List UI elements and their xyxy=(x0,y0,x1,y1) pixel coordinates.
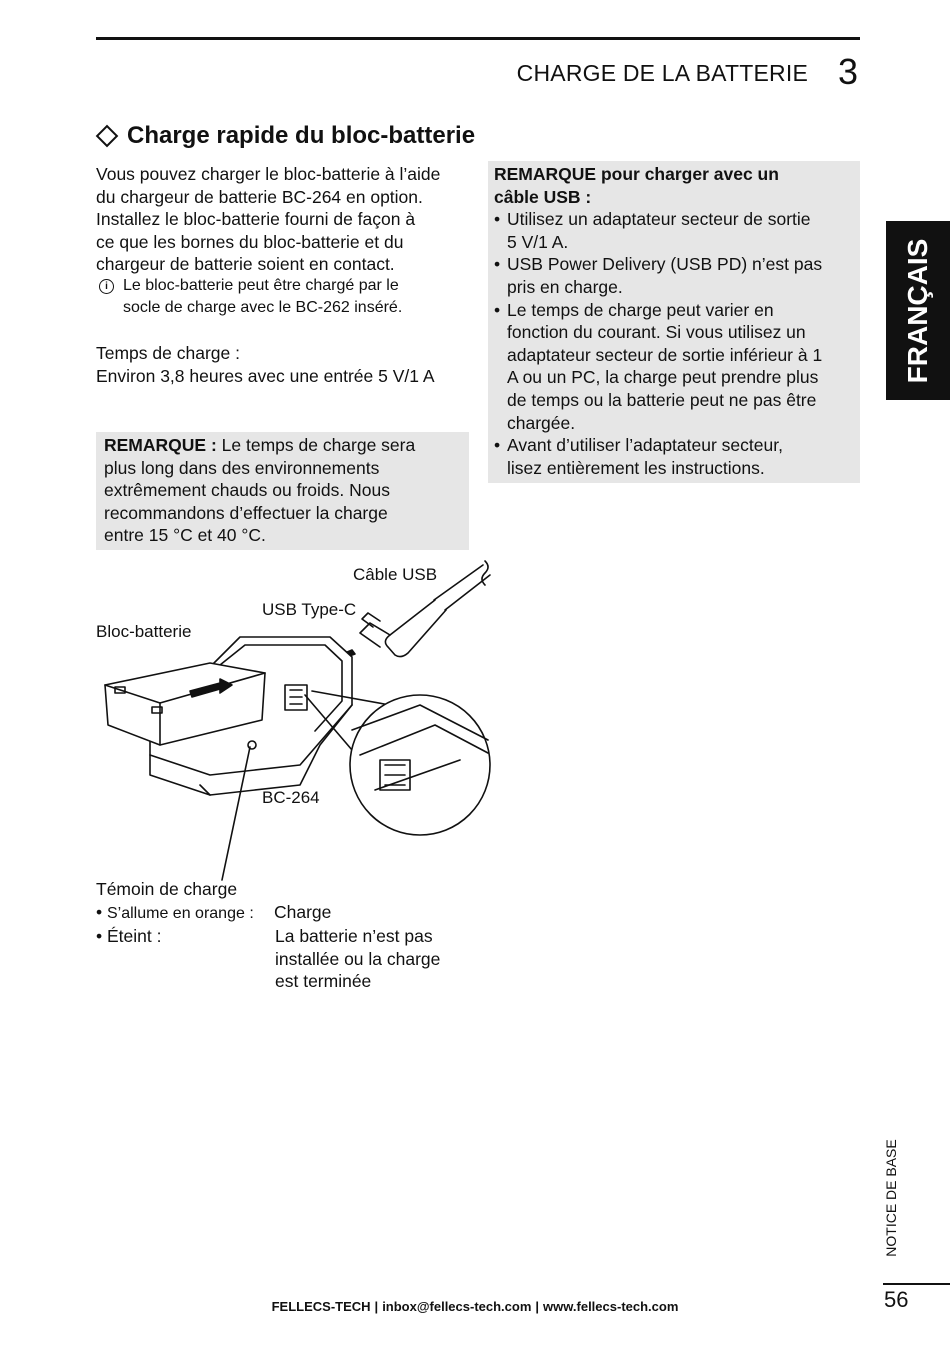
note-line: extrêmement chauds ou froids. Nous xyxy=(104,480,390,501)
label-charger-model: BC-264 xyxy=(262,788,320,807)
legend-row: • S’allume en orange : Charge xyxy=(96,901,496,926)
legend-row: • Éteint : La batterie n’est pas installée ou la charge est terminée xyxy=(96,926,441,992)
bullet-line: adaptateur secteur de sortie inférieur à 1 xyxy=(507,344,823,365)
charge-time-value: Environ 3,8 heures avec une entrée 5 V/1 A xyxy=(96,365,435,386)
note-line: plus long dans des environnements xyxy=(104,457,380,478)
footer-separator: | xyxy=(535,1299,540,1314)
note-line: entre 15 °C et 40 °C. xyxy=(104,525,266,546)
intro-line: chargeur de batterie soient en contact. xyxy=(96,254,395,275)
bullet-line: Utilisez un adaptateur secteur de sortie xyxy=(507,209,811,230)
bullet-line: lisez entièrement les instructions. xyxy=(507,457,765,478)
section-title-text: Charge rapide du bloc-batterie xyxy=(127,122,476,149)
intro-paragraph xyxy=(96,163,481,276)
header-rule xyxy=(96,37,860,40)
manual-section-label xyxy=(868,1130,914,1266)
intro-line: Vous pouvez charger le bloc-batterie à l’aide xyxy=(96,164,441,184)
intro-line: ce que les bornes du bloc-batterie et du xyxy=(96,231,404,252)
label-usb-typec: USB Type-C xyxy=(262,600,357,619)
footer-separator: | xyxy=(374,1299,379,1314)
bullet-item: • Le temps de charge peut varier en fonction du courant. Si vous utilisez un adaptateur secteur de sortie inférieur à 1 A ou un PC, la charge peut prendre plus de temps ou la batterie peut ne pas être chargée. xyxy=(494,299,823,433)
bullet-line: pris en charge. xyxy=(507,276,623,297)
page-number: 56 xyxy=(884,1287,909,1312)
note-heading: câble USB : xyxy=(494,186,592,207)
label-usb-cable: Câble USB xyxy=(353,565,438,584)
language-tab xyxy=(886,221,950,400)
diamond-icon xyxy=(96,125,119,148)
intro-line: du chargeur de batterie BC-264 en option. xyxy=(96,186,423,207)
bullet-item: • Utilisez un adaptateur secteur de sortie 5 V/1 A. xyxy=(494,209,811,252)
note-line: Le temps de charge sera xyxy=(216,435,416,455)
bullet-line: 5 V/1 A. xyxy=(507,231,569,252)
label-battery-pack: Bloc-batterie xyxy=(96,622,192,641)
footer-email: inbox@fellecs-tech.com xyxy=(382,1299,532,1314)
info-line: socle de charge avec le BC-262 inséré. xyxy=(123,299,403,316)
footer-company: FELLECS-TECH xyxy=(271,1299,371,1314)
legend-key: S’allume en orange : xyxy=(107,904,254,922)
info-icon: i xyxy=(99,279,114,294)
legend-value: Charge xyxy=(274,901,332,922)
info-line: Le bloc-batterie peut être chargé par le xyxy=(123,277,399,294)
note-line: recommandons d’effectuer la charge xyxy=(104,502,388,523)
bullet-line: Le temps de charge peut varier en xyxy=(507,299,774,320)
note-box-usb xyxy=(488,161,860,483)
bullet-line: de temps ou la batterie peut ne pas être xyxy=(507,389,817,410)
chapter-title: CHARGE DE LA BATTERIE xyxy=(516,60,808,86)
bullet-item: • Avant d’utiliser l’adaptateur secteur, lisez entièrement les instructions. xyxy=(494,435,783,478)
bullet-line: Avant d’utiliser l’adaptateur secteur, xyxy=(507,435,783,456)
legend-title: Témoin de charge xyxy=(96,879,238,899)
note-box-temperature xyxy=(96,432,469,550)
note-heading: REMARQUE pour charger avec un xyxy=(494,164,779,184)
info-note xyxy=(96,275,476,319)
language-tab-label: FRANÇAIS xyxy=(902,238,933,383)
bullet-line: A ou un PC, la charge peut prendre plus xyxy=(507,367,819,388)
bullet-line: fonction du courant. Si vous utilisez un xyxy=(507,322,806,343)
chapter-number: 3 xyxy=(837,51,858,92)
footer xyxy=(0,1299,950,1314)
footer-website: www.fellecs-tech.com xyxy=(543,1299,679,1314)
bullet-line: chargée. xyxy=(507,412,576,433)
bullet-line: USB Power Delivery (USB PD) n’est pas xyxy=(507,254,823,275)
intro-line: Installez le bloc-batterie fourni de façon à xyxy=(96,209,416,230)
charge-time-label: Temps de charge : xyxy=(96,343,240,363)
page-number-rule xyxy=(883,1283,950,1285)
legend-key: Éteint : xyxy=(107,926,162,947)
legend-value: La batterie n’est pas xyxy=(275,926,433,947)
manual-section-text: NOTICE DE BASE xyxy=(883,1139,899,1257)
legend-value: est terminée xyxy=(275,971,372,992)
section-title xyxy=(96,122,475,150)
note-label: REMARQUE : xyxy=(104,435,217,455)
bullet-item: • USB Power Delivery (USB PD) n’est pas pris en charge. xyxy=(494,254,823,297)
charge-indicator-legend xyxy=(96,878,496,993)
legend-value: installée ou la charge xyxy=(275,948,441,969)
charge-time xyxy=(96,342,481,387)
